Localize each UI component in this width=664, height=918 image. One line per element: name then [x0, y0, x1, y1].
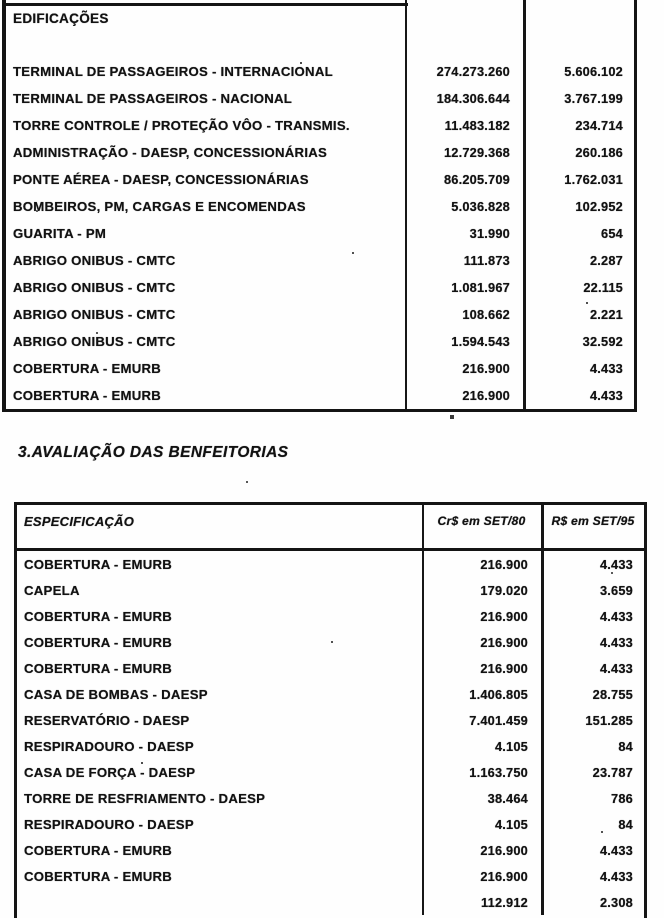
section-header-cr-cell	[405, 0, 523, 34]
row-value-cr: 274.273.260	[405, 58, 523, 85]
edificacoes-rows	[6, 58, 634, 409]
table-row	[6, 382, 634, 409]
row-label: COBERTURA - EMURB	[24, 556, 173, 572]
row-value-cr: 216.900	[422, 551, 541, 577]
table-row	[17, 837, 644, 863]
row-label: ABRIGO ONIBUS - CMTC	[13, 334, 176, 349]
row-value-rs: 260.186	[523, 139, 634, 166]
row-value-rs: 3.767.199	[523, 85, 634, 112]
scan-noise-speckles	[0, 0, 2, 2]
row-value-cr: 5.036.828	[405, 193, 523, 220]
table-row	[17, 629, 644, 655]
row-label: RESPIRADOURO - DAESP	[24, 816, 194, 832]
row-value-cr: 216.900	[422, 629, 541, 655]
row-value-cr: 31.990	[405, 220, 523, 247]
section-header-edificacoes: EDIFICAÇÕES	[13, 11, 109, 26]
row-value-rs: 4.433	[523, 355, 634, 382]
row-label: COBERTURA - EMURB	[13, 388, 162, 403]
table-spacer-row	[6, 34, 634, 58]
table-row	[17, 603, 644, 629]
row-label: GUARITA - PM	[13, 226, 107, 241]
row-value-cr: 1.406.805	[422, 681, 541, 707]
row-label: COBERTURA - EMURB	[24, 868, 173, 884]
row-value-cr: 179.020	[422, 577, 541, 603]
table-row	[6, 274, 634, 301]
row-value-rs: 4.433	[541, 863, 644, 889]
row-value-cr: 216.900	[422, 863, 541, 889]
table-row	[6, 166, 634, 193]
row-value-rs: 84	[541, 811, 644, 837]
row-value-rs: 4.433	[541, 551, 644, 577]
row-label: RESPIRADOURO - DAESP	[24, 738, 194, 754]
row-label: TERMINAL DE PASSAGEIROS - INTERNACIONAL	[13, 64, 333, 79]
table-row	[17, 577, 644, 603]
row-label: COBERTURA - EMURB	[13, 361, 162, 376]
table-section-row	[6, 0, 634, 34]
row-value-rs: 786	[541, 785, 644, 811]
table-row	[17, 759, 644, 785]
row-value-cr: 12.729.368	[405, 139, 523, 166]
row-value-cr: 11.483.182	[405, 112, 523, 139]
row-value-rs: 4.433	[541, 629, 644, 655]
row-label: RESERVATÓRIO - DAESP	[24, 712, 190, 728]
row-value-cr: 1.081.967	[405, 274, 523, 301]
table-row	[6, 301, 634, 328]
row-label: CAPELA	[24, 582, 80, 598]
table-row	[17, 681, 644, 707]
row-value-cr: 4.105	[422, 733, 541, 759]
row-value-rs: 102.952	[523, 193, 634, 220]
row-label: ABRIGO ONIBUS - CMTC	[13, 280, 176, 295]
row-label: PONTE AÉREA - DAESP, CONCESSIONÁRIAS	[13, 172, 309, 187]
row-value-cr: 216.900	[405, 355, 523, 382]
table-row	[6, 355, 634, 382]
row-value-cr: 4.105	[422, 811, 541, 837]
row-label: TORRE CONTROLE / PROTEÇÃO VÔO - TRANSMIS.	[13, 118, 350, 133]
table-row	[17, 551, 644, 577]
benfeitorias-table	[14, 502, 647, 918]
table-row	[6, 112, 634, 139]
row-label: CASA DE FORÇA - DAESP	[24, 764, 196, 780]
row-label: TERMINAL DE PASSAGEIROS - NACIONAL	[13, 91, 293, 106]
row-value-rs: 4.433	[541, 837, 644, 863]
table-row	[17, 785, 644, 811]
row-value-rs: 4.433	[541, 655, 644, 681]
benfeitorias-rows	[17, 551, 644, 915]
row-label: BOMBEIROS, PM, CARGAS E ENCOMENDAS	[13, 199, 306, 214]
table-row	[6, 193, 634, 220]
row-label: TORRE DE RESFRIAMENTO - DAESP	[24, 790, 266, 806]
row-label: ABRIGO ONIBUS - CMTC	[13, 253, 176, 268]
edificacoes-table	[2, 0, 637, 412]
column-header-cr-set80: Cr$ em SET/80	[422, 505, 541, 548]
column-header-especificacao: ESPECIFICAÇÃO	[24, 514, 135, 529]
row-value-rs: 28.755	[541, 681, 644, 707]
row-value-rs: 2.221	[523, 301, 634, 328]
table-row	[17, 863, 644, 889]
row-value-rs: 654	[523, 220, 634, 247]
row-value-rs: 22.115	[523, 274, 634, 301]
row-value-cr: 86.205.709	[405, 166, 523, 193]
row-value-cr: 108.662	[405, 301, 523, 328]
table-row	[6, 220, 634, 247]
table-row	[6, 247, 634, 274]
row-value-cr: 184.306.644	[405, 85, 523, 112]
row-value-rs: 32.592	[523, 328, 634, 355]
row-value-rs: 23.787	[541, 759, 644, 785]
row-value-cr: 112.912	[422, 889, 541, 915]
row-label: COBERTURA - EMURB	[24, 608, 173, 624]
table-row	[6, 139, 634, 166]
section-header-rs-cell	[523, 0, 634, 34]
row-label: COBERTURA - EMURB	[24, 634, 173, 650]
row-label: ADMINISTRAÇÃO - DAESP, CONCESSIONÁRIAS	[13, 145, 328, 160]
row-value-rs: 84	[541, 733, 644, 759]
row-value-rs: 5.606.102	[523, 58, 634, 85]
row-label: COBERTURA - EMURB	[24, 842, 173, 858]
row-value-cr: 1.163.750	[422, 759, 541, 785]
table-row	[6, 328, 634, 355]
column-header-rs-set95: R$ em SET/95	[541, 505, 644, 548]
section-title: 3.AVALIAÇÃO DAS BENFEITORIAS	[18, 444, 289, 461]
table-row	[17, 889, 644, 915]
table-row	[17, 733, 644, 759]
row-value-cr: 216.900	[405, 382, 523, 409]
table-header-row	[17, 505, 644, 551]
row-value-cr: 7.401.459	[422, 707, 541, 733]
row-value-cr: 38.464	[422, 785, 541, 811]
row-value-cr: 216.900	[422, 655, 541, 681]
row-value-rs: 151.285	[541, 707, 644, 733]
row-value-cr: 216.900	[422, 837, 541, 863]
table-row	[17, 707, 644, 733]
table-row	[17, 811, 644, 837]
row-value-rs: 234.714	[523, 112, 634, 139]
row-value-rs: 1.762.031	[523, 166, 634, 193]
row-value-cr: 111.873	[405, 247, 523, 274]
row-value-rs: 2.287	[523, 247, 634, 274]
row-value-cr: 1.594.543	[405, 328, 523, 355]
row-value-rs: 2.308	[541, 889, 644, 915]
row-label: COBERTURA - EMURB	[24, 660, 173, 676]
row-value-rs: 4.433	[523, 382, 634, 409]
row-value-cr: 216.900	[422, 603, 541, 629]
row-value-rs: 4.433	[541, 603, 644, 629]
table-row	[17, 655, 644, 681]
table-row	[6, 58, 634, 85]
table-row	[6, 85, 634, 112]
row-value-rs: 3.659	[541, 577, 644, 603]
row-label: ABRIGO ONIBUS - CMTC	[13, 307, 176, 322]
row-label: CASA DE BOMBAS - DAESP	[24, 686, 208, 702]
